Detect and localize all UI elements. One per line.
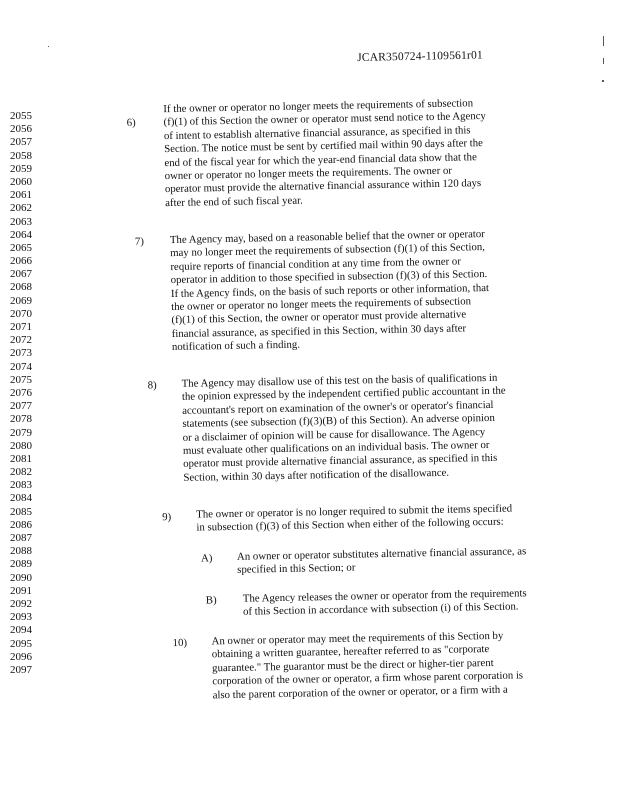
line-number: 2069 — [10, 294, 32, 307]
line-number: 2079 — [10, 426, 32, 439]
paragraph-marker: 8) — [147, 379, 157, 392]
text-line: An owner or operator may meet the requirements of this Section by — [211, 629, 504, 648]
text-line: statements (see subsection (f)(3)(B) of this Section). An adverse opinion — [182, 412, 495, 431]
text-line: The Agency may, based on a reasonable belief that the owner or operator — [169, 228, 485, 247]
text-line: The Agency may disallow use of this test on the basis of qualifications in — [181, 371, 498, 390]
line-number: 2068 — [10, 281, 32, 294]
line-number: 2086 — [10, 518, 32, 531]
text-line: (f)(1) of this Section the owner or operator must send notice to the Agency — [163, 110, 487, 129]
text-line: The Agency releases the owner or operator from the requirements — [242, 587, 527, 605]
line-number: 2074 — [10, 360, 32, 373]
text-line: operator must provide alternative financial assurance, as specified in this — [183, 452, 498, 471]
line-number: 2065 — [10, 241, 32, 254]
line-number: 2078 — [10, 413, 32, 426]
line-number: 2076 — [10, 386, 32, 399]
text-line: An owner or operator substitutes alternative financial assurance, as — [236, 545, 527, 563]
line-number: 2066 — [10, 255, 32, 268]
text-line: of this Section in accordance with subsection (i) of this Section. — [242, 600, 519, 619]
line-number: 2070 — [10, 307, 32, 320]
paragraph-10 — [211, 629, 523, 702]
line-number: 2057 — [10, 136, 32, 149]
line-number: 2093 — [10, 611, 32, 624]
line-number: 2055 — [10, 110, 32, 122]
paragraph-marker: A) — [200, 552, 213, 565]
line-number: 2097 — [10, 663, 32, 676]
line-number: 2087 — [10, 532, 32, 544]
line-number: 2085 — [10, 505, 32, 518]
text-line: require reports of financial condition at any time from the owner or — [170, 255, 461, 273]
text-line: must evaluate other qualifications on an individual basis. The owner or — [182, 439, 490, 457]
text-line: notification of such a finding. — [171, 338, 301, 354]
text-line: specified in this Section; or — [237, 561, 356, 577]
line-number: 2095 — [10, 637, 32, 650]
line-number: 2059 — [10, 162, 32, 175]
paragraph-marker: 10) — [172, 636, 188, 650]
line-number: 2080 — [10, 439, 32, 452]
text-line: in subsection (f)(3) of this Section when either of the following occurs: — [196, 516, 504, 535]
subparagraph-b — [243, 587, 527, 619]
line-number: 2073 — [10, 347, 32, 360]
text-line: Section, within 30 days after notification of the disallowance. — [183, 466, 450, 484]
line-number: 2061 — [10, 189, 32, 202]
text-line: obtaining a written guarantee, hereafter referred to as "corporate — [211, 643, 490, 661]
line-number: 2090 — [10, 571, 32, 584]
line-number: 2088 — [10, 545, 32, 558]
document-id: JCAR350724-1109561r01 — [357, 49, 484, 64]
text-line: end of the fiscal year for which the year-end financial data show that the — [164, 150, 477, 169]
text-line: operator in addition to those specified in subsection (f)(3) of this Section. — [170, 268, 488, 287]
paragraph-marker: B) — [205, 594, 217, 607]
line-number: 2062 — [10, 202, 32, 215]
subparagraph-a — [237, 545, 527, 577]
line-number: 2084 — [10, 492, 32, 505]
text-line: corporation of the owner or operator, a firm whose parent corporation is — [212, 669, 524, 688]
line-number: 2081 — [10, 452, 32, 465]
paragraph-marker: 7) — [134, 235, 145, 248]
text-line: owner or operator no longer meets the requirements. The owner or — [164, 164, 453, 183]
line-number: 2060 — [10, 175, 32, 188]
line-number: 2092 — [10, 597, 32, 610]
text-line: also the parent corporation of the owner or operator, or a firm with a — [212, 683, 508, 701]
line-number: 2075 — [10, 373, 32, 386]
scan-artifact — [603, 36, 604, 46]
line-number: 2077 — [10, 400, 32, 413]
scan-artifact — [602, 80, 604, 82]
line-number: 2067 — [10, 268, 32, 281]
text-line: Section. The notice must be sent by certified mail within 90 days after the — [164, 137, 484, 156]
scan-artifact — [48, 46, 49, 47]
text-line: may no longer meet the requirements of subsection (f)(1) of this Section, — [170, 241, 486, 260]
text-line: financial assurance, as specified in this Section, within 30 days after — [171, 322, 467, 340]
line-number: 2063 — [10, 215, 32, 228]
paragraph-8 — [182, 372, 508, 485]
line-number: 2072 — [10, 334, 32, 347]
text-line: The owner or operator is no longer required to submit the items specified — [196, 502, 513, 521]
text-line: If the Agency finds, on the basis of such reports or other information, that — [170, 281, 490, 300]
text-line: or a disclaimer of opinion will be cause for disallowance. The Agency — [182, 425, 486, 444]
text-line: (f)(1) of this Section, the owner or operator must provide alternative — [171, 308, 467, 327]
paragraph-6 — [163, 97, 487, 210]
paragraph-7 — [170, 228, 490, 355]
text-line: after the end of such fiscal year. — [165, 194, 303, 209]
text-line: operator must provide the alternative financial assurance within 120 days — [164, 177, 482, 196]
line-number: 2094 — [10, 624, 32, 637]
line-number: 2089 — [10, 558, 32, 571]
line-number: 2091 — [10, 584, 32, 597]
paragraph-9 — [196, 503, 512, 536]
text-line: accountant's report on examination of the owner's or operator's financial — [182, 398, 494, 417]
text-line: the owner or operator no longer meets the requirements of subsection — [171, 295, 472, 314]
line-number: 2056 — [10, 123, 32, 136]
line-number: 2058 — [10, 149, 32, 162]
line-number: 2071 — [10, 321, 32, 333]
line-number: 2064 — [10, 228, 32, 241]
text-line: of intent to establish alternative financial assurance, as specified in this — [163, 124, 471, 142]
line-number: 2096 — [10, 650, 32, 663]
text-line: the opinion expressed by the independent certified public accountant in the — [181, 385, 506, 404]
paragraph-marker: 6) — [126, 116, 136, 129]
line-number: 2083 — [10, 479, 32, 492]
line-number: 2082 — [10, 466, 32, 479]
paragraph-marker: 9) — [162, 511, 172, 524]
scan-artifact — [603, 58, 604, 64]
text-line: If the owner or operator no longer meets the requirements of subsection — [163, 97, 474, 116]
text-line: guarantee." The guarantor must be the direct or higher-tier parent — [212, 656, 494, 675]
